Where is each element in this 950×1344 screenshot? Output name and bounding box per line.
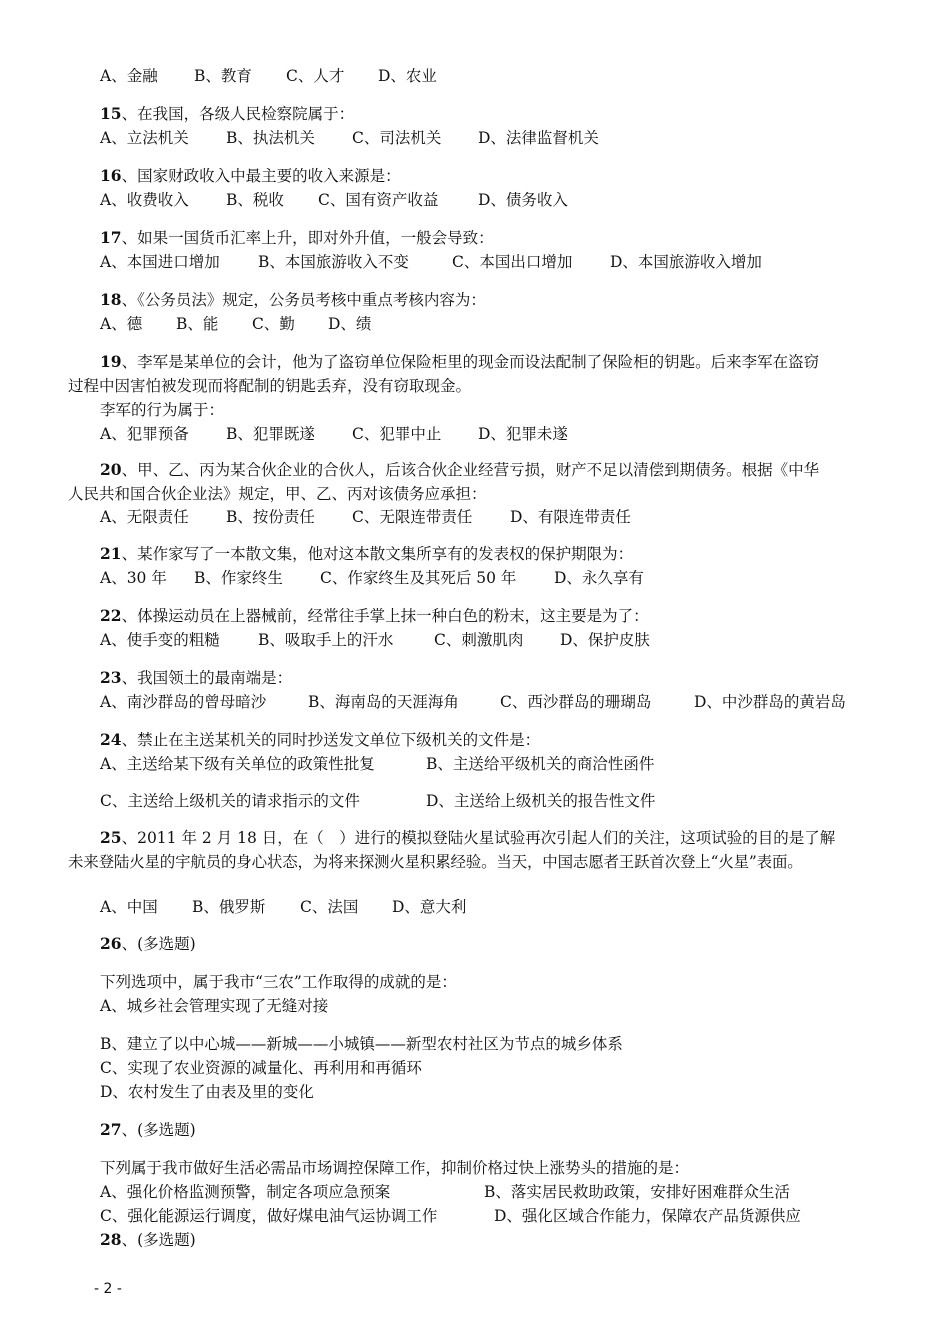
- option-d: D、绩: [328, 315, 372, 333]
- option-c: C、西沙群岛的珊瑚岛: [500, 693, 652, 711]
- option-d: D、债务收入: [478, 191, 568, 209]
- question-text: 、在我国，各级人民检察院属于：: [121, 105, 355, 123]
- question-number: 24: [100, 730, 122, 749]
- question-tag: 、(多选题): [121, 1121, 196, 1139]
- question-number: 19: [100, 352, 122, 371]
- option-d: D、犯罪未遂: [478, 425, 568, 443]
- option-c: C、法国: [300, 898, 359, 916]
- q27-header: [100, 1120, 196, 1140]
- q17-stem: [100, 228, 494, 248]
- q20-stem-line-1: [100, 460, 819, 480]
- option-b: B、按份责任: [226, 508, 315, 526]
- option-a: A、收费收入: [100, 191, 189, 209]
- option-d: D、意大利: [392, 898, 467, 916]
- option-c: C、作家终生及其死后 50 年: [320, 569, 517, 587]
- option-b: B、作家终生: [194, 569, 283, 587]
- question-number: 16: [100, 166, 122, 185]
- question-number: 17: [100, 228, 122, 247]
- q14-options: [100, 66, 437, 86]
- question-text: 、甲、乙、丙为某合伙企业的合伙人，后该合伙企业经营亏损，财产不足以清偿到期债务。根据《中华: [121, 461, 820, 479]
- option-a: A、强化价格监测预警，制定各项应急预案: [100, 1183, 391, 1201]
- question-number: 26: [100, 934, 122, 953]
- option-d: D、农业: [378, 67, 437, 85]
- q19-options: [100, 424, 568, 444]
- option-b: B、本国旅游收入不变: [258, 253, 409, 271]
- question-number: 21: [100, 544, 122, 563]
- q17-options: [100, 252, 762, 272]
- q25-stem-line-1: [100, 828, 835, 848]
- question-number: 27: [100, 1120, 122, 1139]
- question-number: 18: [100, 290, 122, 309]
- option-a: A、30 年: [100, 569, 167, 587]
- option-b: B、俄罗斯: [192, 898, 266, 916]
- q24-options-row-1: [100, 754, 654, 774]
- option-b: B、海南岛的天涯海角: [308, 693, 459, 711]
- question-text: 、如果一国货币汇率上升，即对外升值，一般会导致：: [121, 229, 494, 247]
- q26-header: [100, 934, 196, 954]
- q18-options: [100, 314, 371, 334]
- q22-stem: [100, 606, 649, 626]
- q27-options-row-2: [100, 1206, 801, 1226]
- option-d: D、中沙群岛的黄岩岛: [694, 693, 846, 711]
- option-d: D、主送给上级机关的报告性文件: [426, 792, 656, 810]
- option-a: A、德: [100, 315, 143, 333]
- q22-options: [100, 630, 650, 650]
- q19-stem-line-1: [100, 352, 819, 372]
- q15-stem: [100, 104, 354, 124]
- option-c: C、司法机关: [352, 129, 442, 147]
- option-d: D、本国旅游收入增加: [610, 253, 762, 271]
- option-c: C、勤: [252, 315, 295, 333]
- option-a: A、本国进口增加: [100, 253, 220, 271]
- option-b: B、执法机关: [226, 129, 315, 147]
- question-text: 、2011 年 2 月 18 日，在（ ）进行的模拟登陆火星试验再次引起人们的关注，这项试验的目的是了解: [121, 829, 836, 847]
- option-c: C、人才: [286, 67, 345, 85]
- option-a: A、南沙群岛的曾母暗沙: [100, 693, 267, 711]
- q21-stem: [100, 544, 633, 564]
- page-number: - 2 -: [94, 1281, 122, 1297]
- q28-header: [100, 1230, 196, 1250]
- q23-options: [100, 692, 846, 712]
- q21-options: [100, 568, 644, 588]
- q26-stem: 下列选项中，属于我市“三农”工作取得的成就的是：: [100, 973, 457, 991]
- option-d: D、保护皮肤: [560, 631, 650, 649]
- question-text: 、体操运动员在上器械前，经常往手掌上抹一种白色的粉末，这主要是为了：: [121, 607, 649, 625]
- option-d: D、有限连带责任: [510, 508, 631, 526]
- q23-stem: [100, 668, 292, 688]
- option-b: B、落实居民救助政策，安排好困难群众生活: [484, 1183, 790, 1201]
- question-text: 、我国领土的最南端是：: [121, 669, 293, 687]
- option-c: C、国有资产收益: [318, 191, 439, 209]
- option-a: A、无限责任: [100, 508, 189, 526]
- question-text: 、李军是某单位的会计，他为了盗窃单位保险柜里的现金而设法配制了保险柜的钥匙。后来李军在盗窃: [121, 353, 820, 371]
- question-text: 、《公务员法》规定，公务员考核中重点考核内容为：: [121, 291, 486, 309]
- option-c: C、主送给上级机关的请求指示的文件: [100, 792, 360, 810]
- question-tag: 、(多选题): [121, 935, 196, 953]
- option-b: B、主送给平级机关的商洽性函件: [426, 755, 655, 773]
- q20-stem-line-2: 人民共和国合伙企业法》规定，甲、乙、丙对该债务应承担：: [68, 485, 487, 503]
- q25-stem-line-2: 未来登陆火星的宇航员的身心状态，为将来探测火星积累经验。当天，中国志愿者王跃首次登上“火星”表面。: [68, 853, 803, 871]
- question-number: 22: [100, 606, 122, 625]
- option-a: A、立法机关: [100, 129, 189, 147]
- q26-option-a: A、城乡社会管理实现了无缝对接: [100, 997, 329, 1015]
- option-a: A、主送给某下级有关单位的政策性批复: [100, 755, 375, 773]
- q18-stem: [100, 290, 486, 310]
- option-c: C、无限连带责任: [352, 508, 473, 526]
- option-d: D、法律监督机关: [478, 129, 599, 147]
- question-number: 25: [100, 828, 122, 847]
- question-tag: 、(多选题): [121, 1231, 196, 1249]
- option-a: A、犯罪预备: [100, 425, 189, 443]
- option-b: B、吸取手上的汗水: [258, 631, 394, 649]
- q26-option-d: D、农村发生了由表及里的变化: [100, 1083, 314, 1101]
- option-b: B、税收: [226, 191, 284, 209]
- q20-options: [100, 507, 631, 527]
- question-number: 28: [100, 1230, 122, 1249]
- question-number: 23: [100, 668, 122, 687]
- option-c: C、强化能源运行调度，做好煤电油气运协调工作: [100, 1207, 438, 1225]
- q19-stem-line-3: 李军的行为属于：: [100, 401, 225, 419]
- question-number: 20: [100, 460, 122, 479]
- q27-stem: 下列属于我市做好生活必需品市场调控保障工作，抑制价格过快上涨势头的措施的是：: [100, 1159, 690, 1177]
- option-b: B、教育: [194, 67, 252, 85]
- q26-option-c: C、实现了农业资源的减量化、再利用和再循环: [100, 1059, 422, 1077]
- option-a: A、中国: [100, 898, 158, 916]
- q26-option-b: B、建立了以中心城——新城——小城镇——新型农村社区为节点的城乡体系: [100, 1035, 623, 1053]
- option-c: C、本国出口增加: [452, 253, 573, 271]
- q16-options: [100, 190, 568, 210]
- option-d: D、强化区域合作能力，保障农产品货源供应: [494, 1207, 801, 1225]
- option-c: C、刺激肌肉: [434, 631, 524, 649]
- q15-options: [100, 128, 599, 148]
- question-text: 、国家财政收入中最主要的收入来源是：: [121, 167, 401, 185]
- q24-stem: [100, 730, 540, 750]
- question-number: 15: [100, 104, 122, 123]
- q27-options-row-1: [100, 1182, 790, 1202]
- q25-options: [100, 897, 466, 917]
- q16-stem: [100, 166, 401, 186]
- q24-options-row-2: [100, 791, 655, 811]
- option-a: A、使手变的粗糙: [100, 631, 220, 649]
- question-text: 、禁止在主送某机关的同时抄送发文单位下级机关的文件是：: [121, 731, 541, 749]
- option-a: A、金融: [100, 67, 158, 85]
- question-text: 、某作家写了一本散文集，他对这本散文集所享有的发表权的保护期限为：: [121, 545, 634, 563]
- option-b: B、能: [176, 315, 219, 333]
- option-b: B、犯罪既遂: [226, 425, 315, 443]
- option-c: C、犯罪中止: [352, 425, 442, 443]
- option-d: D、永久享有: [554, 569, 644, 587]
- q19-stem-line-2: 过程中因害怕被发现而将配制的钥匙丢弃，没有窃取现金。: [68, 377, 472, 395]
